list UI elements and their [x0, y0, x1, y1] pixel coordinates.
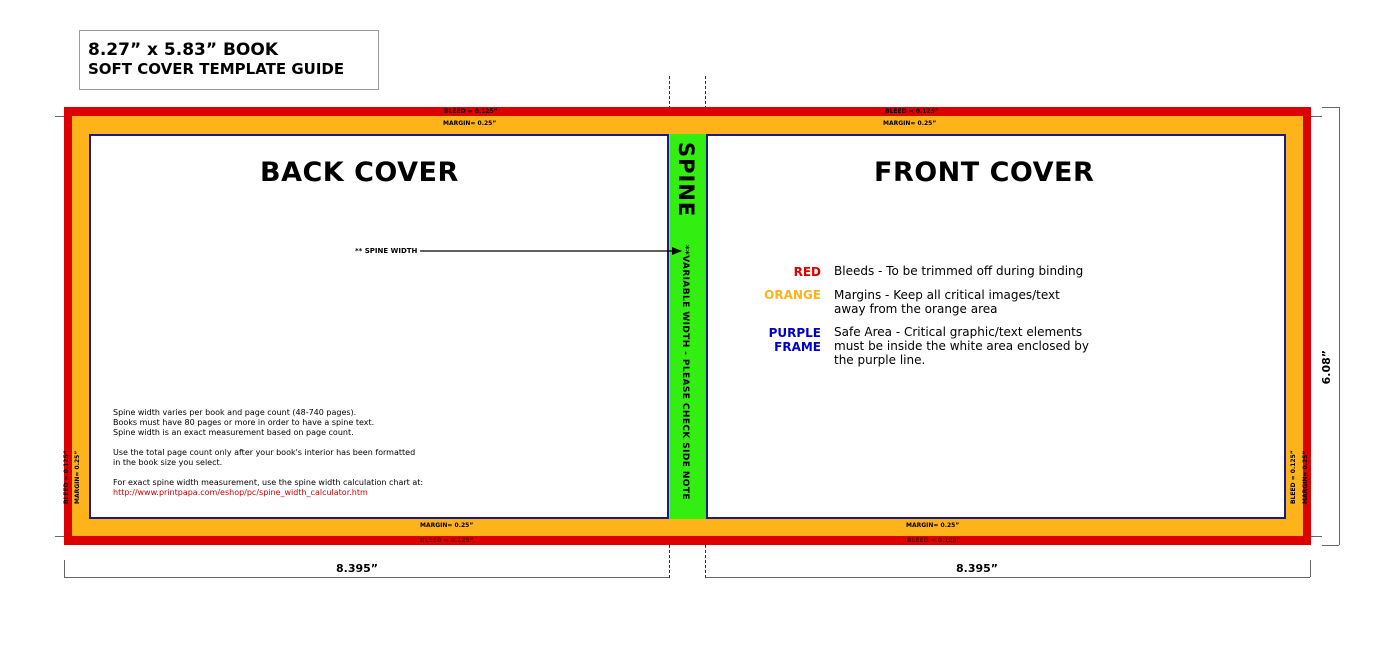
- legend-key-purple: [731, 326, 821, 354]
- note-line: Spine width varies per book and page count (48-740 pages).: [113, 408, 357, 417]
- height-dimension-tick-top: [1322, 107, 1339, 108]
- bleed-label-bottom-back: BLEED = 0.125”: [420, 537, 474, 544]
- margin-label-top-front: MARGIN= 0.25”: [883, 120, 937, 127]
- margin-label-bottom-front: MARGIN= 0.25”: [906, 522, 960, 529]
- bleed-label-bottom-front: BLEED = 0.125”: [907, 537, 961, 544]
- margin-label-top-back: MARGIN= 0.25”: [443, 120, 497, 127]
- bleed-label-top-back: BLEED = 0.125”: [444, 108, 498, 115]
- height-dimension-tick-bottom: [1322, 545, 1339, 546]
- template-title-box: [79, 30, 379, 90]
- legend-key-orange: ORANGE: [764, 288, 821, 302]
- margin-label-right: MARGIN= 0.25”: [1302, 450, 1309, 504]
- note-line: Books must have 80 pages or more in order to have a spine text.: [113, 418, 375, 427]
- bleed-label-right: BLEED = 0.125”: [1290, 450, 1297, 504]
- bleed-label-top-front: BLEED = 0.125”: [885, 108, 939, 115]
- note-line: For exact spine width measurement, use the spine width calculation chart at:: [113, 478, 424, 487]
- back-width-label: 8.395”: [336, 562, 379, 575]
- back-width-dimension-tick: [64, 560, 65, 577]
- margin-label-bottom-back: MARGIN= 0.25”: [420, 522, 474, 529]
- height-dimension-line: [1339, 107, 1340, 545]
- bleed-label-left: BLEED = 0.125”: [63, 450, 70, 504]
- legend-desc-orange: Margins - Keep all critical images/text away from the orange area: [834, 288, 1060, 316]
- note-line: Spine width is an exact measurement based on page count.: [113, 428, 354, 437]
- front-width-dimension-tick: [1310, 560, 1311, 577]
- front-cover-title: FRONT COVER: [874, 157, 1095, 188]
- legend-desc-purple: Safe Area - Critical graphic/text elements must be inside the white area enclosed by the purple line.: [834, 325, 1090, 367]
- spine-width-pointer-label: ** SPINE WIDTH: [355, 247, 418, 255]
- front-width-label: 8.395”: [956, 562, 999, 575]
- back-width-dimension-line: [64, 577, 669, 578]
- spine-title: SPINE: [674, 142, 698, 218]
- legend-key-purple-label: PURPLE FRAME: [768, 326, 821, 354]
- spine-width-arrow: [420, 244, 685, 258]
- template-subtitle: SOFT COVER TEMPLATE GUIDE: [88, 60, 345, 78]
- note-line: Use the total page count only after your book's interior has been formatted: [113, 448, 416, 457]
- legend-desc-red: Bleeds - To be trimmed off during binding: [834, 264, 1084, 278]
- spine-calculator-link[interactable]: http://www.printpapa.com/eshop/pc/spine_width_calculator.htm: [113, 488, 368, 497]
- height-label: 6.08”: [1320, 350, 1333, 385]
- spine-variable-width-note: **VARIABLE WIDTH - PLEASE CHECK SIDE NOTE: [680, 245, 690, 500]
- note-line: in the book size you select.: [113, 458, 223, 467]
- template-title: 8.27” x 5.83” BOOK: [88, 40, 278, 60]
- spine-width-notes: [113, 408, 473, 498]
- front-width-dimension-line: [706, 577, 1310, 578]
- legend-key-red: RED: [793, 265, 821, 279]
- margin-label-left: MARGIN= 0.25”: [74, 450, 81, 504]
- back-cover-title: BACK COVER: [260, 157, 459, 188]
